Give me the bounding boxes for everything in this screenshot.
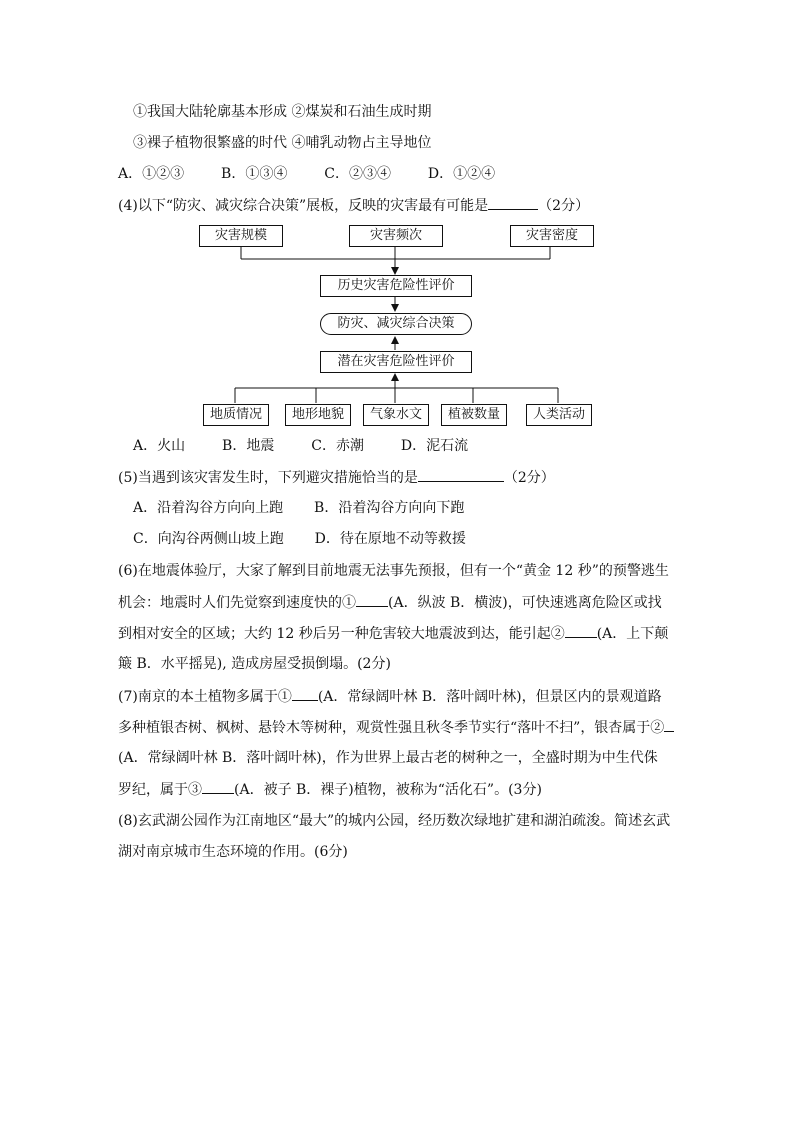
q3-option-b: B．①③④	[221, 166, 288, 182]
q7-line-2-text: 多种植银杏树、枫树、悬铃木等树种，观赏性强且秋冬季节实行“落叶不扫”，银杏属于②	[118, 720, 665, 736]
answer-blank[interactable]	[664, 717, 674, 732]
diagram-box-human: 人类活动	[526, 404, 592, 426]
q6-line-3	[118, 623, 668, 644]
q6-line-3-text-b: (A．上下颠	[596, 626, 669, 642]
q5-option-b: B．沿着沟谷方向向下跑	[314, 500, 465, 516]
q5-suffix: （2分）	[503, 470, 555, 486]
q4-option-a: A．火山	[133, 438, 186, 454]
q4-prefix: (4)以下“防灾、减灾综合决策”展板，反映的灾害最有可能是	[118, 198, 489, 214]
answer-blank[interactable]	[356, 592, 388, 607]
q7-line-1-text-b: (A．常绿阔叶林 B．落叶阔叶林)，但景区内的景观道路	[317, 689, 662, 705]
q7-line-2	[118, 717, 674, 738]
q6-line-2-text-a: 机会：地震时人们先觉察到速度快的①	[118, 595, 356, 611]
q3-option-a: A．①②③	[118, 166, 185, 182]
q5-options-row-2	[133, 529, 466, 549]
q6-line-4: 簸 B．水平摇晃), 造成房屋受损倒塌。(2分)	[118, 656, 391, 672]
q6-line-1: (6)在地震体验厅，大家了解到目前地震无法事先预报，但有一个“黄金 12 秒”的预警逃生	[118, 563, 669, 579]
diagram-box-vegetation: 植被数量	[441, 404, 507, 426]
diagram-box-landform: 地形地貌	[285, 404, 351, 426]
statement-3: ③裸子植物很繁盛的时代	[133, 135, 287, 151]
diagram-box-potential: 潜在灾害危险性评价	[320, 351, 472, 373]
q4-option-b: B．地震	[222, 438, 275, 454]
diagram-box-scale: 灾害规模	[199, 225, 283, 247]
q4-options	[133, 436, 468, 456]
q6-line-3-text-a: 到相对安全的区域；大约 12 秒后另一种危害较大地震波到达，能引起②	[118, 626, 565, 642]
q8-line-2: 湖对南京城市生态环境的作用。(6分)	[118, 844, 348, 860]
q6-line-2-text-b: (A．纵波 B．横波)，可快速逃离危险区或找	[388, 595, 662, 611]
q3-option-c: C．②③④	[324, 166, 391, 182]
q5-option-a: A．沿着沟谷方向向上跑	[133, 500, 284, 516]
diagram-box-decision: 防灾、减灾综合决策	[320, 313, 472, 335]
q7-line-4-text-b: (A．被子 B．裸子)植物，被称为“活化石”。(3分)	[234, 782, 542, 798]
answer-blank[interactable]	[292, 686, 318, 701]
q3-option-d: D．①②④	[427, 166, 496, 182]
q6-line-2	[118, 592, 662, 613]
diagram-box-historical: 历史灾害危险性评价	[320, 275, 472, 297]
q7-line-3: (A．常绿阔叶林 B．落叶阔叶林)，作为世界上最古老的树种之一，全盛时期为中生代侏	[118, 750, 658, 766]
q8-line-1: (8)玄武湖公园作为江南地区“最大”的城内公园，经历数次绿地扩建和湖泊疏浚。简述玄武	[118, 813, 671, 829]
answer-blank[interactable]	[565, 623, 597, 638]
q7-line-4	[118, 779, 542, 800]
q5-option-c: C．向沟谷两侧山坡上跑	[133, 531, 284, 547]
answer-blank[interactable]	[418, 467, 504, 482]
diagram-box-climate: 气象水文	[363, 404, 429, 426]
q5-options-row-1	[133, 498, 464, 518]
q4-option-d: D．泥石流	[400, 438, 469, 454]
q5-option-d: D．待在原地不动等救援	[314, 531, 466, 547]
q4-suffix: （2分）	[538, 198, 590, 214]
q4-option-c: C．赤潮	[311, 438, 364, 454]
q5-prefix: (5)当遇到该灾害发生时，下列避灾措施恰当的是	[118, 470, 418, 486]
q5-stem	[118, 467, 555, 488]
diagram-box-density: 灾害密度	[510, 225, 594, 247]
answer-blank[interactable]	[202, 779, 234, 794]
statement-1: ①我国大陆轮廓基本形成	[133, 104, 287, 120]
q7-line-1	[118, 686, 662, 707]
diagram-box-geology: 地质情况	[203, 404, 269, 426]
diagram-box-frequency: 灾害频次	[349, 225, 443, 247]
q7-line-4-text-a: 罗纪，属于③	[118, 782, 202, 798]
q7-line-1-text-a: (7)南京的本土植物多属于①	[118, 689, 292, 705]
statement-4: ④哺乳动物占主导地位	[291, 135, 432, 151]
statement-2: ②煤炭和石油生成时期	[291, 104, 432, 120]
